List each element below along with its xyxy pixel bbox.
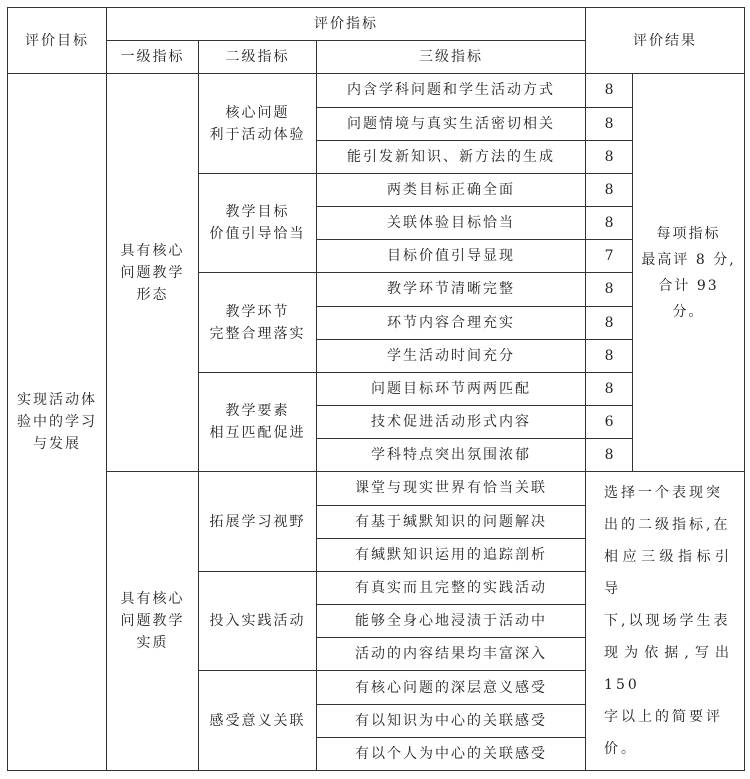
result-line: 字以上的简要评 (604, 709, 724, 726)
level1-line: 问题教学 (120, 264, 185, 281)
level3-item: 内含学科问题和学生活动方式 (317, 74, 586, 107)
result-line: 相应三级指标引导 (604, 549, 733, 598)
score-cell: 8 (586, 207, 633, 240)
level2-teaching-steps (199, 273, 317, 373)
level2-line: 教学环节 (225, 303, 290, 320)
level2-teaching-elements (199, 372, 317, 472)
result-line: 选择一个表现突 (604, 485, 724, 502)
level2-line: 投入实践活动 (209, 613, 306, 630)
score-cell: 8 (586, 439, 633, 472)
level3-item: 能引发新知识、新方法的生成 (317, 140, 586, 173)
level3-item: 有缄默知识运用的追踪剖析 (317, 538, 586, 571)
level3-item: 学科特点突出氛围浓郁 (317, 439, 586, 472)
level3-item: 有核心问题的深层意义感受 (317, 671, 586, 704)
result-line: 出的二级指标,在 (604, 517, 731, 534)
level2-line: 教学目标 (225, 204, 290, 221)
level3-item: 关联体验目标恰当 (317, 207, 586, 240)
score-cell: 7 (586, 240, 633, 273)
level1-line: 实质 (136, 635, 169, 652)
level3-item: 技术促进活动形式内容 (317, 406, 586, 439)
goal-line: 与发展 (33, 436, 81, 453)
level3-item: 目标价值引导显现 (317, 240, 586, 273)
result-line: 下,以现场学生表 (604, 613, 731, 630)
result-line: 价。 (604, 741, 639, 758)
level1-line: 形态 (136, 286, 169, 303)
evaluation-table (7, 7, 745, 771)
level3-item: 能够全身心地浸渍于活动中 (317, 605, 586, 638)
score-cell: 8 (586, 74, 633, 107)
level1-line: 问题教学 (120, 613, 185, 630)
header-level3: 三级指标 (317, 41, 586, 74)
score-cell: 8 (586, 273, 633, 306)
level3-item: 教学环节清晰完整 (317, 273, 586, 306)
level1-line: 具有核心 (120, 591, 185, 608)
level2-line: 拓展学习视野 (209, 513, 306, 530)
header-goal: 评价目标 (8, 8, 107, 74)
level2-broaden-vision (199, 472, 317, 572)
level1-substance (107, 472, 199, 771)
level2-line: 相互匹配促进 (209, 425, 306, 442)
result-line: 每项指标 (656, 225, 721, 242)
level2-line: 核心问题 (225, 104, 290, 121)
result-line: 现为依据,写出 150 (604, 645, 733, 694)
goal-line: 实现活动体 (17, 392, 97, 409)
level3-item: 问题目标环节两两匹配 (317, 372, 586, 405)
level1-form (107, 74, 199, 472)
level2-core-question (199, 74, 317, 174)
result-note-evaluation (586, 472, 745, 771)
goal-cell (8, 74, 107, 771)
level2-line: 感受意义关联 (209, 712, 306, 729)
level2-line: 利于活动体验 (209, 126, 306, 143)
score-cell: 8 (586, 306, 633, 339)
goal-line: 验中的学习 (17, 414, 97, 431)
score-cell: 6 (586, 406, 633, 439)
score-cell: 8 (586, 339, 633, 372)
level3-item: 有以个人为中心的关联感受 (317, 737, 586, 770)
level3-item: 问题情境与真实生活密切相关 (317, 107, 586, 140)
header-level2: 二级指标 (199, 41, 317, 74)
level3-item: 有基于缄默知识的问题解决 (317, 505, 586, 538)
header-indicators: 评价指标 (107, 8, 586, 41)
header-result: 评价结果 (586, 8, 745, 74)
score-cell: 8 (586, 173, 633, 206)
level3-item: 课堂与现实世界有恰当关联 (317, 472, 586, 505)
score-cell: 8 (586, 107, 633, 140)
level3-item: 有以知识为中心的关联感受 (317, 704, 586, 737)
level3-item: 有真实而且完整的实践活动 (317, 571, 586, 604)
level3-item: 环节内容合理充实 (317, 306, 586, 339)
level2-teaching-goals (199, 173, 317, 273)
level2-line: 教学要素 (225, 403, 290, 420)
level3-item: 两类目标正确全面 (317, 173, 586, 206)
result-line: 最高评 8 分, (641, 251, 736, 268)
level2-meaning (199, 671, 317, 771)
level3-item: 活动的内容结果均丰富深入 (317, 638, 586, 671)
result-line: 合计 93 分。 (658, 277, 719, 320)
score-cell: 8 (586, 372, 633, 405)
level3-item: 学生活动时间充分 (317, 339, 586, 372)
level2-line: 价值引导恰当 (209, 226, 306, 243)
result-note-scoring (633, 74, 745, 472)
level2-practice (199, 571, 317, 671)
score-cell: 8 (586, 140, 633, 173)
header-level1: 一级指标 (107, 41, 199, 74)
level1-line: 具有核心 (120, 242, 185, 259)
level2-line: 完整合理落实 (209, 325, 306, 342)
